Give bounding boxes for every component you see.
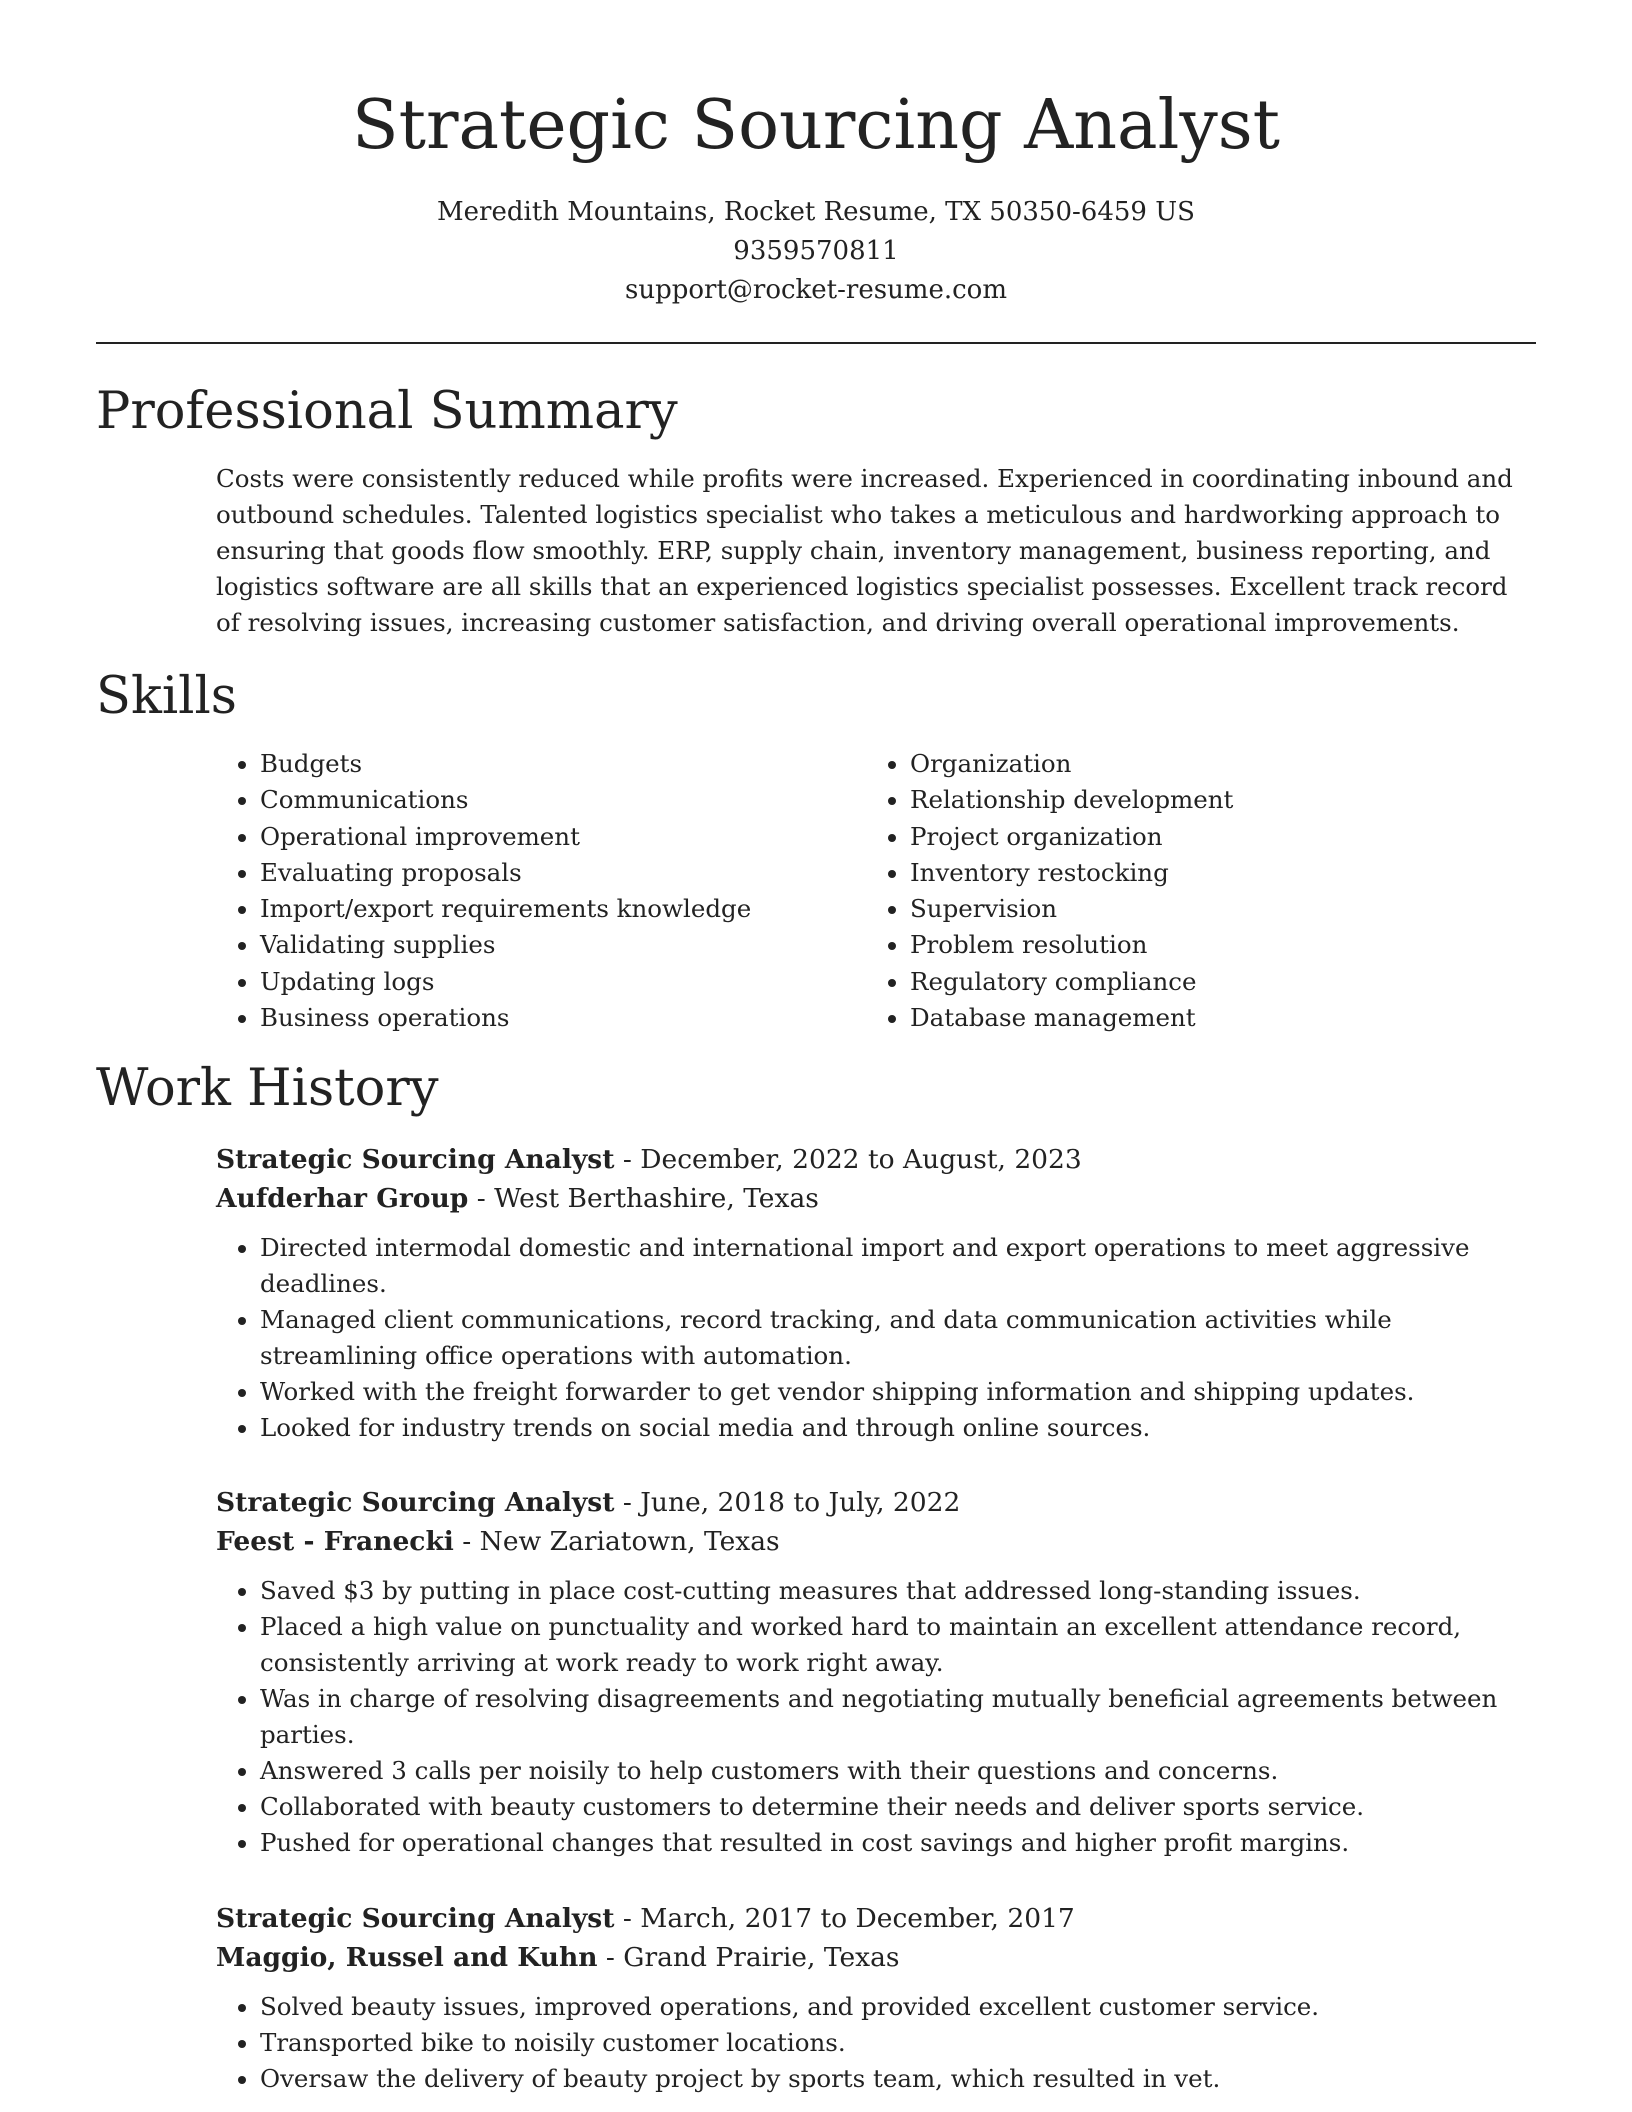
job-title-line <box>216 1899 1536 1938</box>
skill-item: • Regulatory compliance <box>910 964 1233 1000</box>
job-bullet: • Looked for industry trends on social media and through online sources. <box>260 1410 1536 1446</box>
job-location: - West Berthashire, Texas <box>468 1183 819 1214</box>
job-company: Aufderhar Group <box>216 1183 469 1214</box>
job-bullet: • Managed client communications, record tracking, and data communication activities while streamlining office operations with automation. <box>260 1302 1536 1374</box>
job-bullet: • Transported bike to noisily customer locations. <box>260 2025 1536 2061</box>
job-title: Strategic Sourcing Analyst <box>216 1487 615 1518</box>
job-dates: - March, 2017 to December, 2017 <box>614 1903 1075 1934</box>
job-location: - Grand Prairie, Texas <box>597 1942 900 1973</box>
job-bullets <box>216 1230 1536 1446</box>
resume-name-title: Strategic Sourcing Analyst <box>352 86 1280 165</box>
work-history-heading: Work History <box>96 1059 439 1118</box>
header-divider <box>96 342 1536 344</box>
job-title-line <box>216 1140 1536 1179</box>
job-company: Feest - Franecki <box>216 1526 454 1557</box>
skill-item: • Inventory restocking <box>910 855 1233 891</box>
job-title: Strategic Sourcing Analyst <box>216 1903 615 1934</box>
job-bullet: • Oversaw the delivery of beauty project by sports team, which resulted in vet. <box>260 2061 1536 2097</box>
job-bullet: • Solved beauty issues, improved operations, and provided excellent customer service. <box>260 1989 1536 2025</box>
job-bullet: • Worked with the freight forwarder to get vendor shipping information and shipping updates. <box>260 1374 1536 1410</box>
skill-item: • Supervision <box>910 891 1233 927</box>
job-entry <box>216 1483 1536 1861</box>
job-company: Maggio, Russel and Kuhn <box>216 1942 598 1973</box>
job-title-line <box>216 1483 1536 1522</box>
skill-item: • Operational improvement <box>260 819 751 855</box>
job-dates: - June, 2018 to July, 2022 <box>614 1487 961 1518</box>
summary-heading: Professional Summary <box>96 382 678 441</box>
skill-item: • Organization <box>910 746 1233 782</box>
job-bullet: • Answered 3 calls per noisily to help customers with their questions and concerns. <box>260 1753 1536 1789</box>
skill-item: • Relationship development <box>910 782 1233 818</box>
summary-text: Costs were consistently reduced while profits were increased. Experienced in coordinating inbound and outbound schedules. Talented logistics specialist who takes a meticulous and hardworking approach to ensuring that goods flow smoothly. ERP, supply chain, inventory management, business reporting, and logistics software are all skills that an experienced logistics specialist possesses. Excellent track record of resolving issues, increasing customer satisfaction, and driving overall operational improvements. <box>216 464 1513 637</box>
skill-item: • Validating supplies <box>260 927 751 963</box>
job-company-line <box>216 1938 1536 1977</box>
job-dates: - December, 2022 to August, 2023 <box>614 1144 1082 1175</box>
skill-item: • Communications <box>260 782 751 818</box>
skill-item: • Database management <box>910 1000 1233 1036</box>
skills-heading: Skills <box>96 667 237 726</box>
contact-address: Meredith Mountains, Rocket Resume, TX 50350-6459 US <box>437 197 1195 227</box>
contact-email: support@rocket-resume.com <box>624 275 1007 305</box>
job-bullets <box>216 1989 1536 2097</box>
contact-block <box>0 193 1632 310</box>
job-company-line <box>216 1179 1536 1218</box>
job-bullet: • Pushed for operational changes that resulted in cost savings and higher profit margins. <box>260 1825 1536 1861</box>
job-bullets <box>216 1573 1536 1861</box>
job-entry <box>216 1140 1536 1446</box>
contact-phone: 9359570811 <box>733 236 899 266</box>
job-title: Strategic Sourcing Analyst <box>216 1144 615 1175</box>
job-entry <box>216 1899 1536 2097</box>
job-location: - New Zariatown, Texas <box>453 1526 780 1557</box>
skills-column-1 <box>216 746 751 1036</box>
skill-item: • Problem resolution <box>910 927 1233 963</box>
skill-item: • Import/export requirements knowledge <box>260 891 751 927</box>
skill-item: • Project organization <box>910 819 1233 855</box>
skill-item: • Updating logs <box>260 964 751 1000</box>
skill-item: • Evaluating proposals <box>260 855 751 891</box>
skill-item: • Business operations <box>260 1000 751 1036</box>
job-company-line <box>216 1522 1536 1561</box>
skill-item: • Budgets <box>260 746 751 782</box>
skills-column-2 <box>866 746 1233 1036</box>
job-bullet: • Collaborated with beauty customers to determine their needs and deliver sports service. <box>260 1789 1536 1825</box>
job-bullet: • Directed intermodal domestic and international import and export operations to meet aggressive deadlines. <box>260 1230 1536 1302</box>
job-bullet: • Was in charge of resolving disagreements and negotiating mutually beneficial agreements between parties. <box>260 1681 1536 1753</box>
job-bullet: • Saved $3 by putting in place cost-cutting measures that addressed long-standing issues. <box>260 1573 1536 1609</box>
job-bullet: • Placed a high value on punctuality and worked hard to maintain an excellent attendance record, consistently arriving at work ready to work right away. <box>260 1609 1536 1681</box>
